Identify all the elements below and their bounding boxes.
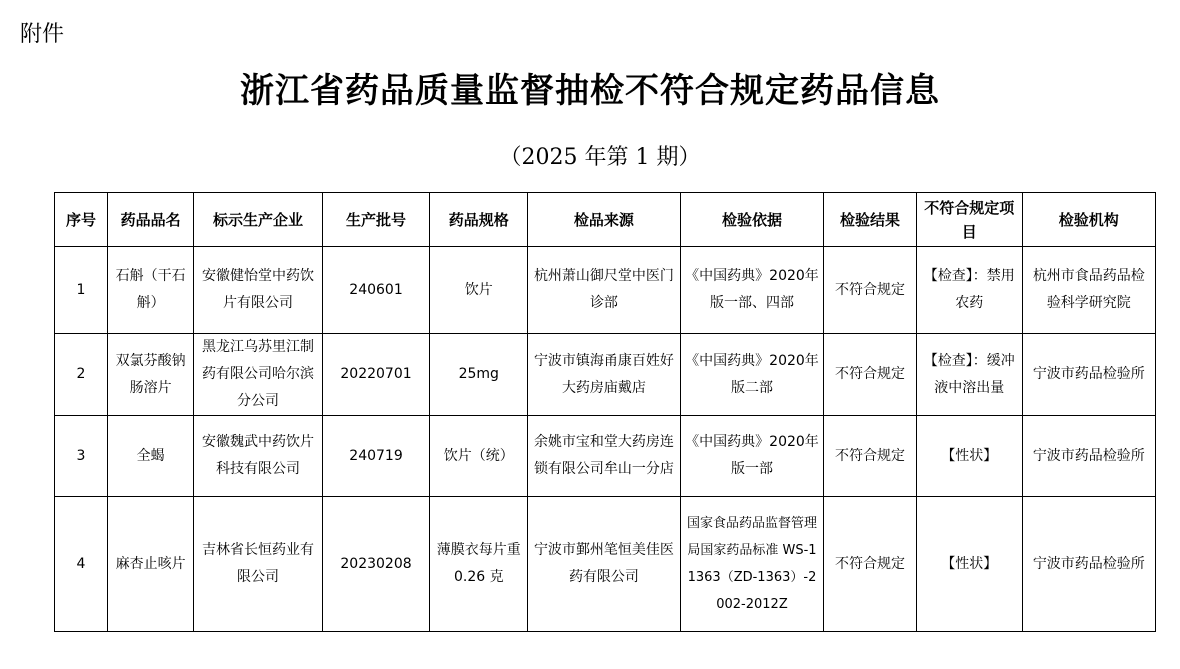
table-row <box>55 416 1156 497</box>
header-seq: 序号 <box>55 193 108 247</box>
cell-agency: 宁波市药品检验所 <box>1022 497 1155 632</box>
drug-info-table <box>54 192 1156 632</box>
cell-result: 不符合规定 <box>824 416 917 497</box>
cell-drug-name: 全蝎 <box>107 416 193 497</box>
cell-seq: 3 <box>55 416 108 497</box>
cell-batch: 20230208 <box>322 497 430 632</box>
cell-seq: 2 <box>55 334 108 416</box>
cell-result: 不符合规定 <box>824 334 917 416</box>
header-drug-name: 药品品名 <box>107 193 193 247</box>
header-source: 检品来源 <box>528 193 681 247</box>
cell-drug-name: 麻杏止咳片 <box>107 497 193 632</box>
cell-item: 【检查】：缓冲液中溶出量 <box>916 334 1022 416</box>
header-agency: 检验机构 <box>1022 193 1155 247</box>
cell-manufacturer: 安徽魏武中药饮片科技有限公司 <box>194 416 322 497</box>
table-row <box>55 497 1156 632</box>
cell-batch: 240601 <box>322 247 430 334</box>
cell-seq: 4 <box>55 497 108 632</box>
attachment-label: 附件 <box>20 22 65 47</box>
cell-manufacturer: 黑龙江乌苏里江制药有限公司哈尔滨分公司 <box>194 334 322 416</box>
cell-batch: 20220701 <box>322 334 430 416</box>
cell-source: 余姚市宝和堂大药房连锁有限公司牟山一分店 <box>528 416 681 497</box>
header-basis: 检验依据 <box>680 193 823 247</box>
header-manufacturer: 标示生产企业 <box>194 193 322 247</box>
cell-agency: 杭州市食品药品检验科学研究院 <box>1022 247 1155 334</box>
cell-basis: 《中国药典》2020年版二部 <box>680 334 823 416</box>
cell-batch: 240719 <box>322 416 430 497</box>
cell-spec: 25mg <box>430 334 528 416</box>
header-batch: 生产批号 <box>322 193 430 247</box>
table-row <box>55 334 1156 416</box>
table-header-row <box>55 193 1156 247</box>
cell-item: 【性状】 <box>916 497 1022 632</box>
cell-agency: 宁波市药品检验所 <box>1022 334 1155 416</box>
cell-source: 杭州萧山御尺堂中医门诊部 <box>528 247 681 334</box>
cell-drug-name: 石斛（干石斛） <box>107 247 193 334</box>
cell-spec: 饮片（统） <box>430 416 528 497</box>
header-spec: 药品规格 <box>430 193 528 247</box>
cell-manufacturer: 吉林省长恒药业有限公司 <box>194 497 322 632</box>
table-row <box>55 247 1156 334</box>
cell-item: 【检查】：禁用农药 <box>916 247 1022 334</box>
document-title: 浙江省药品质量监督抽检不符合规定药品信息 <box>240 71 940 111</box>
cell-result: 不符合规定 <box>824 247 917 334</box>
cell-agency: 宁波市药品检验所 <box>1022 416 1155 497</box>
cell-result: 不符合规定 <box>824 497 917 632</box>
cell-seq: 1 <box>55 247 108 334</box>
cell-spec: 薄膜衣每片重 0.26 克 <box>430 497 528 632</box>
cell-drug-name: 双氯芬酸钠肠溶片 <box>107 334 193 416</box>
cell-source: 宁波市鄞州笔恒美佳医药有限公司 <box>528 497 681 632</box>
cell-spec: 饮片 <box>430 247 528 334</box>
cell-source: 宁波市镇海甬康百姓好大药房庙戴店 <box>528 334 681 416</box>
header-item: 不符合规定项目 <box>916 193 1022 247</box>
issue-number: （2025 年第 1 期） <box>499 145 701 170</box>
cell-basis: 《中国药典》2020年版一部 <box>680 416 823 497</box>
cell-basis: 国家食品药品监督管理局国家药品标准 WS-11363（ZD-1363）-2002-2012Z <box>680 497 823 632</box>
cell-manufacturer: 安徽健怡堂中药饮片有限公司 <box>194 247 322 334</box>
cell-basis: 《中国药典》2020年版一部、四部 <box>680 247 823 334</box>
header-result: 检验结果 <box>824 193 917 247</box>
cell-item: 【性状】 <box>916 416 1022 497</box>
